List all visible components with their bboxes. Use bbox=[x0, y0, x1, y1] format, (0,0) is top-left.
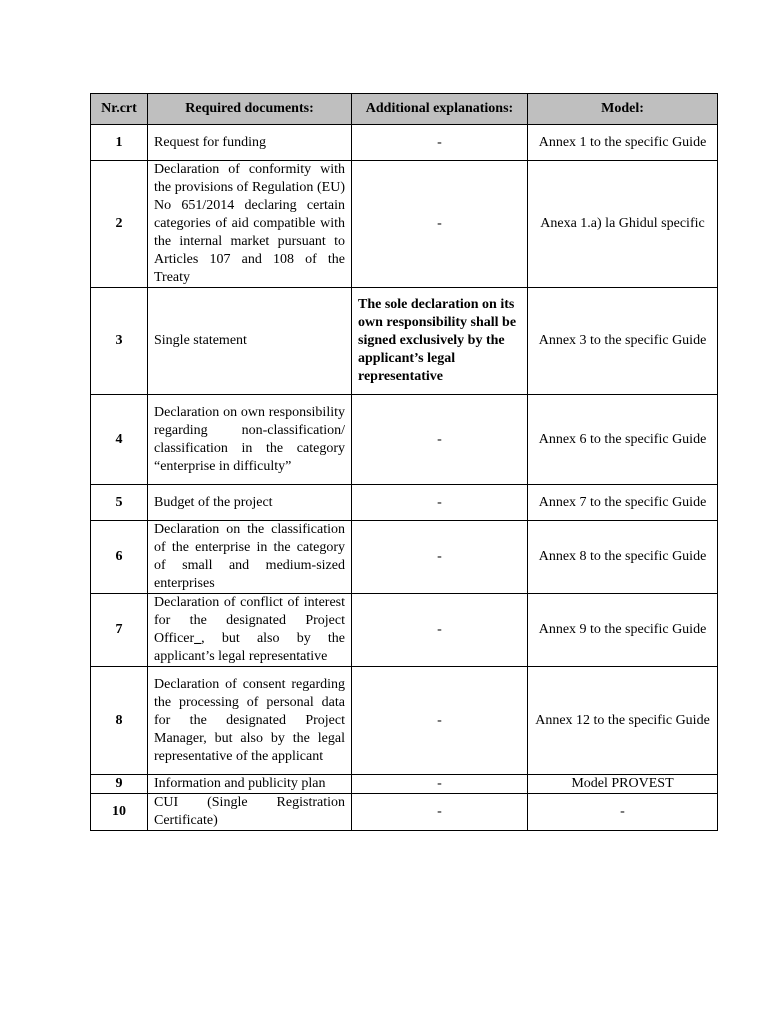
explanation: - bbox=[352, 521, 528, 594]
row-number: 6 bbox=[91, 521, 148, 594]
model-reference: Annex 12 to the specific Guide bbox=[528, 667, 718, 775]
row-number: 7 bbox=[91, 594, 148, 667]
table-header-row bbox=[91, 94, 718, 125]
model-reference: Model PROVEST bbox=[528, 775, 718, 794]
document-name: Declaration of consent regarding the processing of personal data for the designated Project Manager, but also by the legal representative of the applicant bbox=[148, 667, 352, 775]
explanation: - bbox=[352, 485, 528, 521]
row-number: 5 bbox=[91, 485, 148, 521]
document-name: CUI (Single Registration Certificate) bbox=[148, 794, 352, 831]
required-documents-table bbox=[90, 93, 718, 831]
document-name: Information and publicity plan bbox=[148, 775, 352, 794]
explanation: - bbox=[352, 395, 528, 485]
table-row bbox=[91, 288, 718, 395]
model-reference: - bbox=[528, 794, 718, 831]
model-reference: Annex 8 to the specific Guide bbox=[528, 521, 718, 594]
document-name-part2: , but also by the applicant’s legal representative bbox=[154, 631, 345, 664]
header-additional-explanations: Additional explanations: bbox=[352, 94, 528, 125]
explanation: The sole declaration on its own responsibility shall be signed exclusively by the applicant’s legal representative bbox=[352, 288, 528, 395]
table-row bbox=[91, 395, 718, 485]
table-row bbox=[91, 775, 718, 794]
table-row bbox=[91, 594, 718, 667]
document-name: Declaration on the classification of the enterprise in the category of small and medium-sized enterprises bbox=[148, 521, 352, 594]
model-reference: Annex 7 to the specific Guide bbox=[528, 485, 718, 521]
header-model: Model: bbox=[528, 94, 718, 125]
document-name: Request for funding bbox=[148, 125, 352, 161]
model-reference: Annex 3 to the specific Guide bbox=[528, 288, 718, 395]
model-reference: Annex 1 to the specific Guide bbox=[528, 125, 718, 161]
model-reference: Annex 6 to the specific Guide bbox=[528, 395, 718, 485]
model-reference: Annex 9 to the specific Guide bbox=[528, 594, 718, 667]
row-number: 8 bbox=[91, 667, 148, 775]
row-number: 9 bbox=[91, 775, 148, 794]
document-name: Declaration on own responsibility regarding non-classification/ classification in the category “enterprise in difficulty” bbox=[148, 395, 352, 485]
explanation: - bbox=[352, 667, 528, 775]
explanation: - bbox=[352, 594, 528, 667]
header-required-documents: Required documents: bbox=[148, 94, 352, 125]
row-number: 1 bbox=[91, 125, 148, 161]
explanation: - bbox=[352, 161, 528, 288]
explanation: - bbox=[352, 125, 528, 161]
document-name: Single statement bbox=[148, 288, 352, 395]
explanation: - bbox=[352, 794, 528, 831]
table-row bbox=[91, 161, 718, 288]
document-name-part1: Declaration of conflict of interest for the designated Project Officer bbox=[154, 595, 345, 646]
table-row bbox=[91, 667, 718, 775]
table-row bbox=[91, 485, 718, 521]
table-row bbox=[91, 794, 718, 831]
table-row bbox=[91, 521, 718, 594]
row-number: 2 bbox=[91, 161, 148, 288]
row-number: 10 bbox=[91, 794, 148, 831]
table-row bbox=[91, 125, 718, 161]
row-number: 4 bbox=[91, 395, 148, 485]
document-name: Declaration of conformity with the provisions of Regulation (EU) No 651/2014 declaring certain categories of aid compatible with the internal market pursuant to Articles 107 and 108 of the Treaty bbox=[148, 161, 352, 288]
document-name: Budget of the project bbox=[148, 485, 352, 521]
document-name bbox=[148, 594, 352, 667]
model-reference: Anexa 1.a) la Ghidul specific bbox=[528, 161, 718, 288]
header-nr-crt: Nr.crt bbox=[91, 94, 148, 125]
row-number: 3 bbox=[91, 288, 148, 395]
document-name-underscore-mark: _ bbox=[194, 631, 202, 646]
explanation: - bbox=[352, 775, 528, 794]
